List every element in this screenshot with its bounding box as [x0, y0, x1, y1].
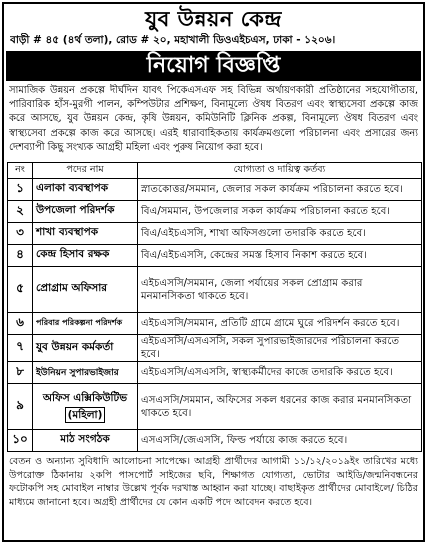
row-duty: এইচএসসি/এসএসসি, স্বাস্থ্যকর্মীদের কাজে তদারকি করতে হবে। — [138, 362, 422, 384]
row-post: অফিস এক্সিকিউটিভ — [42, 391, 128, 404]
organization-name: যুব উন্নয়ন কেন্দ্র — [145, 7, 282, 31]
table-row — [8, 223, 422, 245]
banner-title: নিয়োগ বিজ্ঞপ্তি — [146, 53, 281, 78]
row-number: ৯ — [8, 384, 33, 430]
row-post: প্রোগ্রাম অফিসার — [33, 267, 138, 313]
row-duty: বিএ/এইচএসসি, শাখা অফিসগুলো তদারকি করতে হবে। — [138, 223, 422, 245]
table-header-row — [8, 163, 422, 179]
row-duty: এসএসসি/জেএসসি, ফিল্ড পর্যায়ে কাজ করতে হবে। — [138, 430, 422, 452]
application-instructions: বেতন ও অন্যান্য সুবিধাদি আলোচনা সাপেক্ষে। আগ্রহী প্রার্থীদের আগামী ১১/১২/২০১৯ইং তারিখের মধ্যে উপরোক্ত ঠিকানায় ২কপি পাসপোর্ট সাইজের ছবি, শিক্ষাগত যোগ্যতা, ভোটার আইডি/জন্মনিবন্ধনের ফটোকপি সহ মোবাইল নাম্বার উল্লেখ পূর্বক দরখাস্ত আহ্বান করা যাচ্ছে। বাছাইকৃত প্রার্থীদের মোবাইলে/ চিঠির মাধ্যমে জানানো হবে। অগ্রহী প্রার্থীদের যে কোন একটি পদে আবেদন করতে হবে। — [9, 456, 418, 508]
table-row — [8, 267, 422, 313]
row-duty: এইচএসসি/এসএসসি, সকল সুপারভাইজারদের পরিচালনা করতে হবে। — [138, 335, 422, 362]
table-row — [8, 179, 422, 201]
row-number: ৮ — [8, 362, 33, 384]
row-post: মাঠ সংগঠক — [33, 430, 138, 452]
row-post: যুব উন্নয়ন কর্মকর্তা — [33, 335, 138, 362]
row-number: ১ — [8, 179, 33, 201]
row-post: কেন্দ্র হিসাব রক্ষক — [33, 245, 138, 267]
row-number: ৫ — [8, 267, 33, 313]
table-row — [8, 430, 422, 452]
female-note-badge: (মহিলা) — [65, 407, 106, 423]
header-post: পদের নাম — [33, 163, 138, 179]
row-number: ৩ — [8, 223, 33, 245]
positions-table — [7, 162, 422, 452]
recruitment-banner — [6, 51, 421, 81]
row-post: শাখা ব্যবস্থাপক — [33, 223, 138, 245]
intro-paragraph: সামাজিক উন্নয়ন প্রকল্পে দীর্ঘদিন যাবৎ পিকেএসএফ সহ বিভিন্ন অর্থায়ণকারী প্রতিষ্ঠানের সহযোগীতায়, পারিবারিক হাঁস-মুরগী পালন, কম্পিউটার প্রশিক্ষণ, বিনামূল্যে ঔষধ বিতরণ এবং স্বাস্থ্যসেবা প্রকল্পে কাজ করে আসছে, যুব উন্নয়ন কেন্দ্র, কৃষি উন্নয়ন, কমিউনিটি ক্লিনিক প্রকল্প, বিনামূল্যে ঔষধ বিতরণ এবং স্বাস্থ্যসেবা প্রকল্পে কাজ করে আসছে। এরই ধারাবাহিকতায় কার্যক্রমগুলো পরিচালনা এবং প্রসারের জন্য দেশব্যাপী কিছু সংখ্যক আগ্রহী মহিলা এবং পুরুষ নিয়োগ করা হবে। — [9, 85, 418, 153]
job-advertisement — [2, 2, 425, 542]
row-number: ২ — [8, 201, 33, 223]
row-post: উপজেলা পরিদর্শক — [33, 201, 138, 223]
organization-address: বাড়ী # ৪৫ (৪র্থ তলা), রোড # ২০, মহাখালী ডিওএইচএস, ঢাকা - ১২০৬। — [10, 34, 336, 46]
table-row — [8, 384, 422, 430]
row-post-cell — [33, 384, 138, 430]
row-number: ১০ — [8, 430, 33, 452]
row-duty: এসএসসি/সমমান, অফিসের সকল ধরনের কাজ করার মনমানসিকতা থাকতে হবে। — [138, 384, 422, 430]
table-row — [8, 245, 422, 267]
row-post: পরিবার পরিকল্পনা পরিদর্শক — [33, 313, 138, 335]
table-row — [8, 362, 422, 384]
table-row — [8, 201, 422, 223]
row-duty: বিএ/সমমান, উপজেলার সকল কার্যক্রম পরিচালনা করতে হবে। — [138, 201, 422, 223]
header-duty: যোগ্যতা ও দায়িত্ব কর্তব্য — [138, 163, 422, 179]
row-post: ইউনিয়ন সুপারভাইজার — [33, 362, 138, 384]
header-number: নং — [8, 163, 33, 179]
post-stack — [36, 391, 134, 423]
row-duty: বিএ/এইচএসসি, কেন্দ্রের সমস্ত হিসাব নিকাশ করতে হবে। — [138, 245, 422, 267]
row-number: ৬ — [8, 313, 33, 335]
row-post: এলাকা ব্যবস্থাপক — [33, 179, 138, 201]
table-row — [8, 335, 422, 362]
row-duty: স্নাতকোত্তর/সমমান, জেলার সকল কার্যক্রম পরিচালনা করতে হবে। — [138, 179, 422, 201]
row-number: ৭ — [8, 335, 33, 362]
row-duty: এইচএসসি/সমমান, জেলা পর্যায়ের সকল প্রোগ্রাম করার মনমানসিকতা থাকতে হবে। — [138, 267, 422, 313]
row-duty: এইচএসসি/সমমান, প্রতিটি গ্রামে গ্রামে ঘুরে পরিদর্শন করতে হবে। — [138, 313, 422, 335]
table-row — [8, 313, 422, 335]
row-number: ৪ — [8, 245, 33, 267]
